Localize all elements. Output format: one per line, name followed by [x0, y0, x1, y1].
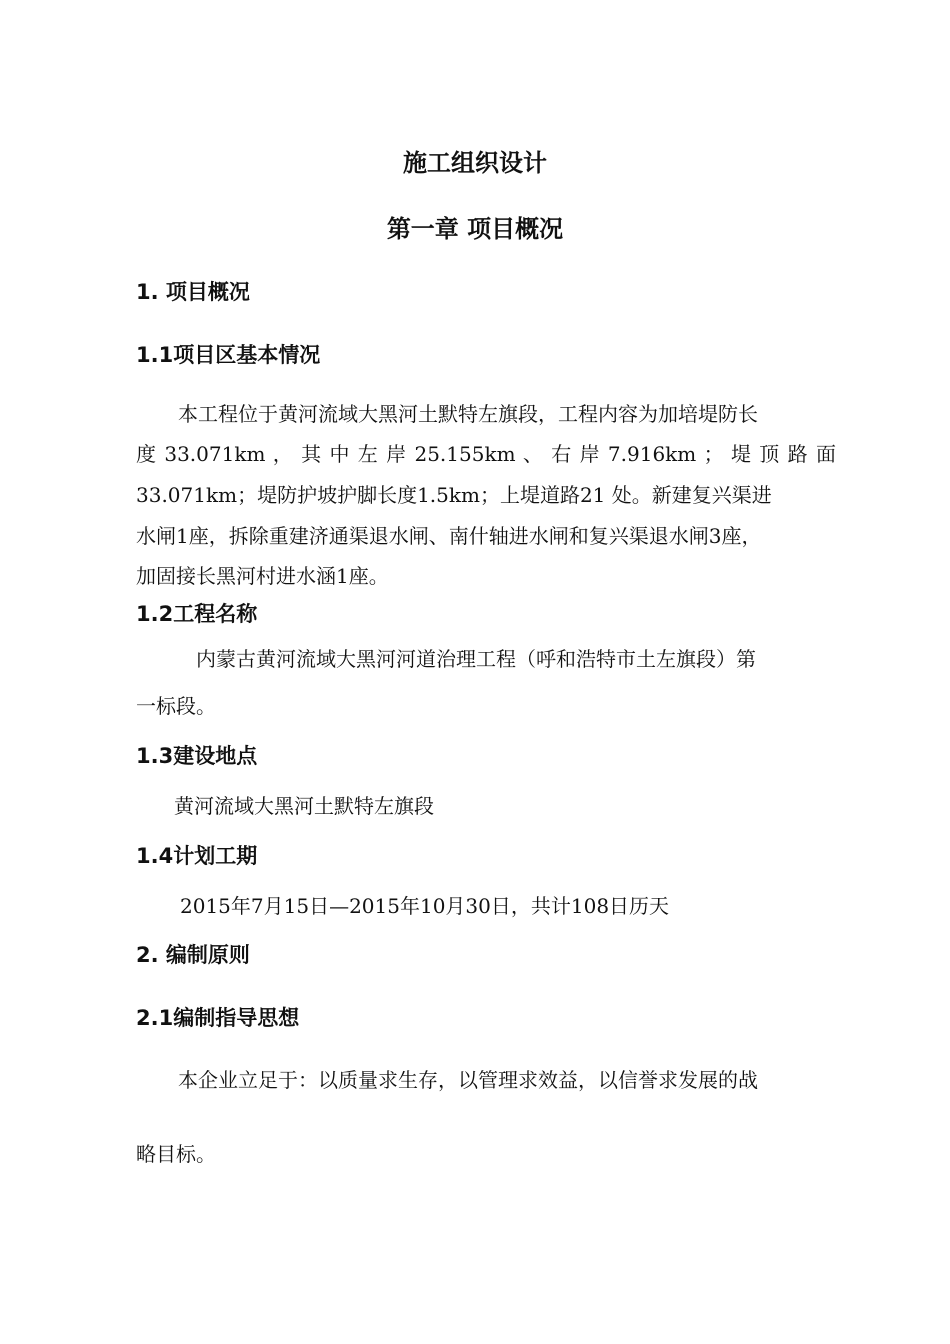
subsection-heading-1-3: 1.3建设地点 — [136, 744, 258, 768]
subsection-heading-1-4: 1.4计划工期 — [136, 844, 258, 868]
subsection-heading-1-1: 1.1项目区基本情况 — [136, 343, 321, 367]
document-title: 施工组织设计 — [403, 149, 547, 177]
paragraph-line: 2015年7月15日—2015年10月30日，共计108日历天 — [180, 894, 670, 918]
subsection-heading-1-2: 1.2工程名称 — [136, 602, 258, 626]
paragraph-line: 加固接长黑河村进水涵1座。 — [136, 564, 389, 588]
paragraph-line: 内蒙古黄河流域大黑河河道治理工程（呼和浩特市土左旗段）第 — [196, 647, 756, 671]
paragraph-line: 略目标。 — [136, 1142, 216, 1166]
paragraph-line: 度 33.071km ， 其 中 左 岸 25.155km 、 右 岸 7.916km ； 堤 顶 路 面 — [136, 442, 836, 466]
paragraph-line: 黄河流域大黑河土默特左旗段 — [174, 794, 434, 818]
chapter-title: 第一章 项目概况 — [386, 215, 564, 243]
paragraph-line: 本企业立足于：以质量求生存，以管理求效益，以信誉求发展的战 — [178, 1068, 758, 1092]
paragraph-line: 一标段。 — [136, 694, 216, 718]
paragraph-line: 33.071km；堤防护坡护脚长度1.5km；上堤道路21 处。新建复兴渠进 — [136, 483, 772, 507]
section-heading-2: 2. 编制原则 — [136, 943, 250, 967]
paragraph-line: 水闸1座，拆除重建济通渠退水闸、南什轴进水闸和复兴渠退水闸3座， — [136, 524, 762, 548]
section-heading-1: 1. 项目概况 — [136, 280, 250, 304]
paragraph-line: 本工程位于黄河流域大黑河土默特左旗段，工程内容为加培堤防长 — [178, 402, 758, 426]
subsection-heading-2-1: 2.1编制指导思想 — [136, 1006, 300, 1030]
